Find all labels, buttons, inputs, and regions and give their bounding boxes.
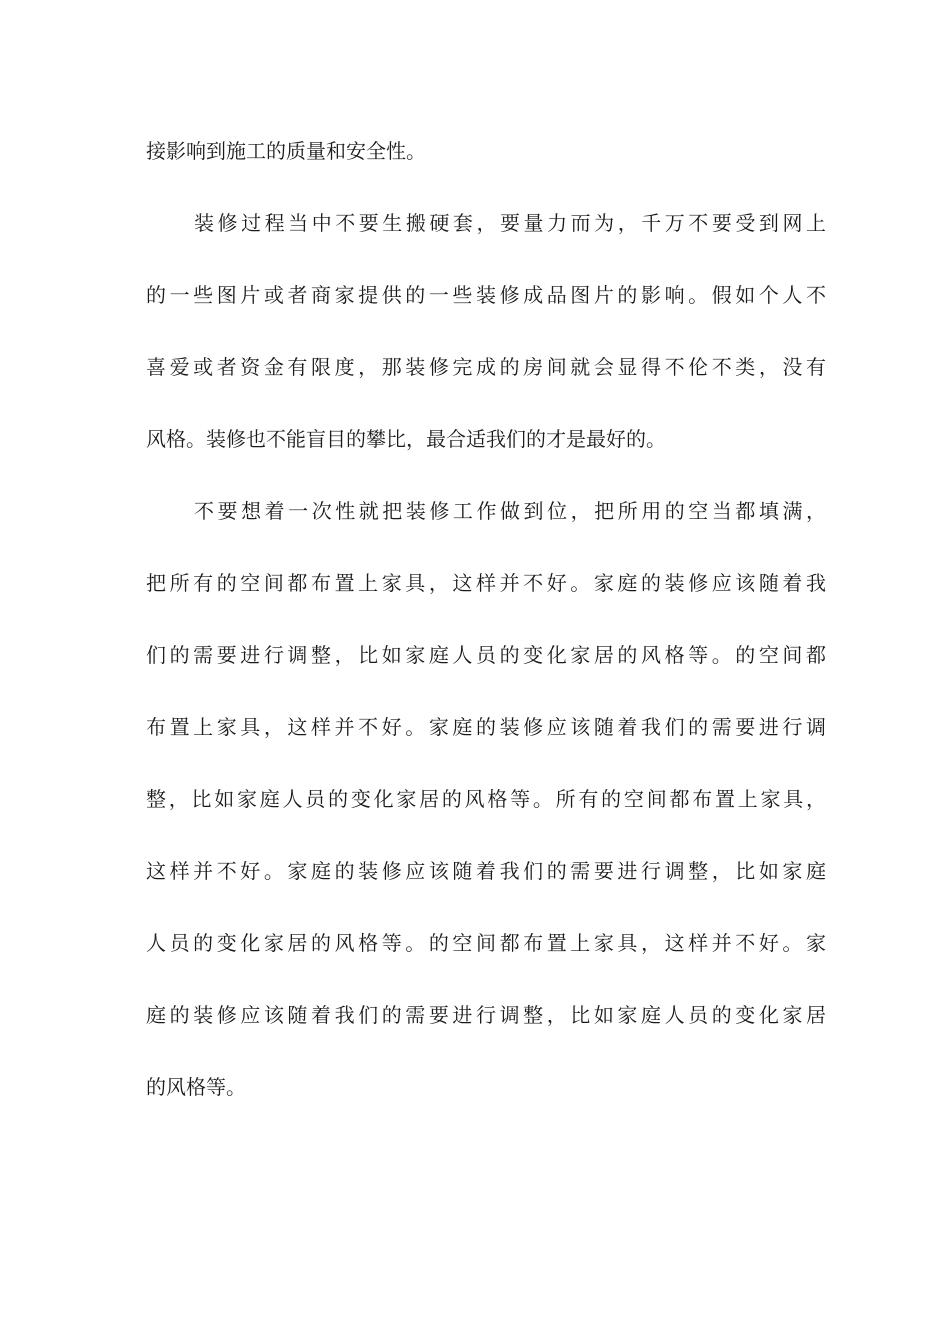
text-line: 们的需要进行调整，比如家庭人员的变化家居的风格等。的空间都 (146, 643, 826, 667)
text-line: 风格。装修也不能盲目的攀比，最合适我们的才是最好的。 (146, 427, 666, 451)
text-line: 的一些图片或者商家提供的一些装修成品图片的影响。假如个人不 (146, 283, 826, 307)
paragraph-start-line: 不要想着一次性就把装修工作做到位，把所用的空当都填满， (194, 499, 826, 523)
text-line: 布置上家具，这样并不好。家庭的装修应该随着我们的需要进行调 (146, 715, 826, 739)
text-line: 整，比如家庭人员的变化家居的风格等。所有的空间都布置上家具， (146, 787, 826, 811)
text-line: 庭的装修应该随着我们的需要进行调整，比如家庭人员的变化家居 (146, 1003, 826, 1027)
text-line: 人员的变化家居的风格等。的空间都布置上家具，这样并不好。家 (146, 931, 826, 955)
text-line: 把所有的空间都布置上家具，这样并不好。家庭的装修应该随着我 (146, 571, 826, 595)
text-line: 喜爱或者资金有限度，那装修完成的房间就会显得不伦不类，没有 (146, 355, 826, 379)
paragraph-start-line: 装修过程当中不要生搬硬套，要量力而为，千万不要受到网上 (194, 211, 826, 235)
text-line: 这样并不好。家庭的装修应该随着我们的需要进行调整，比如家庭 (146, 859, 826, 883)
text-line: 的风格等。 (146, 1075, 246, 1099)
text-line: 接影响到施工的质量和安全性。 (146, 139, 426, 163)
